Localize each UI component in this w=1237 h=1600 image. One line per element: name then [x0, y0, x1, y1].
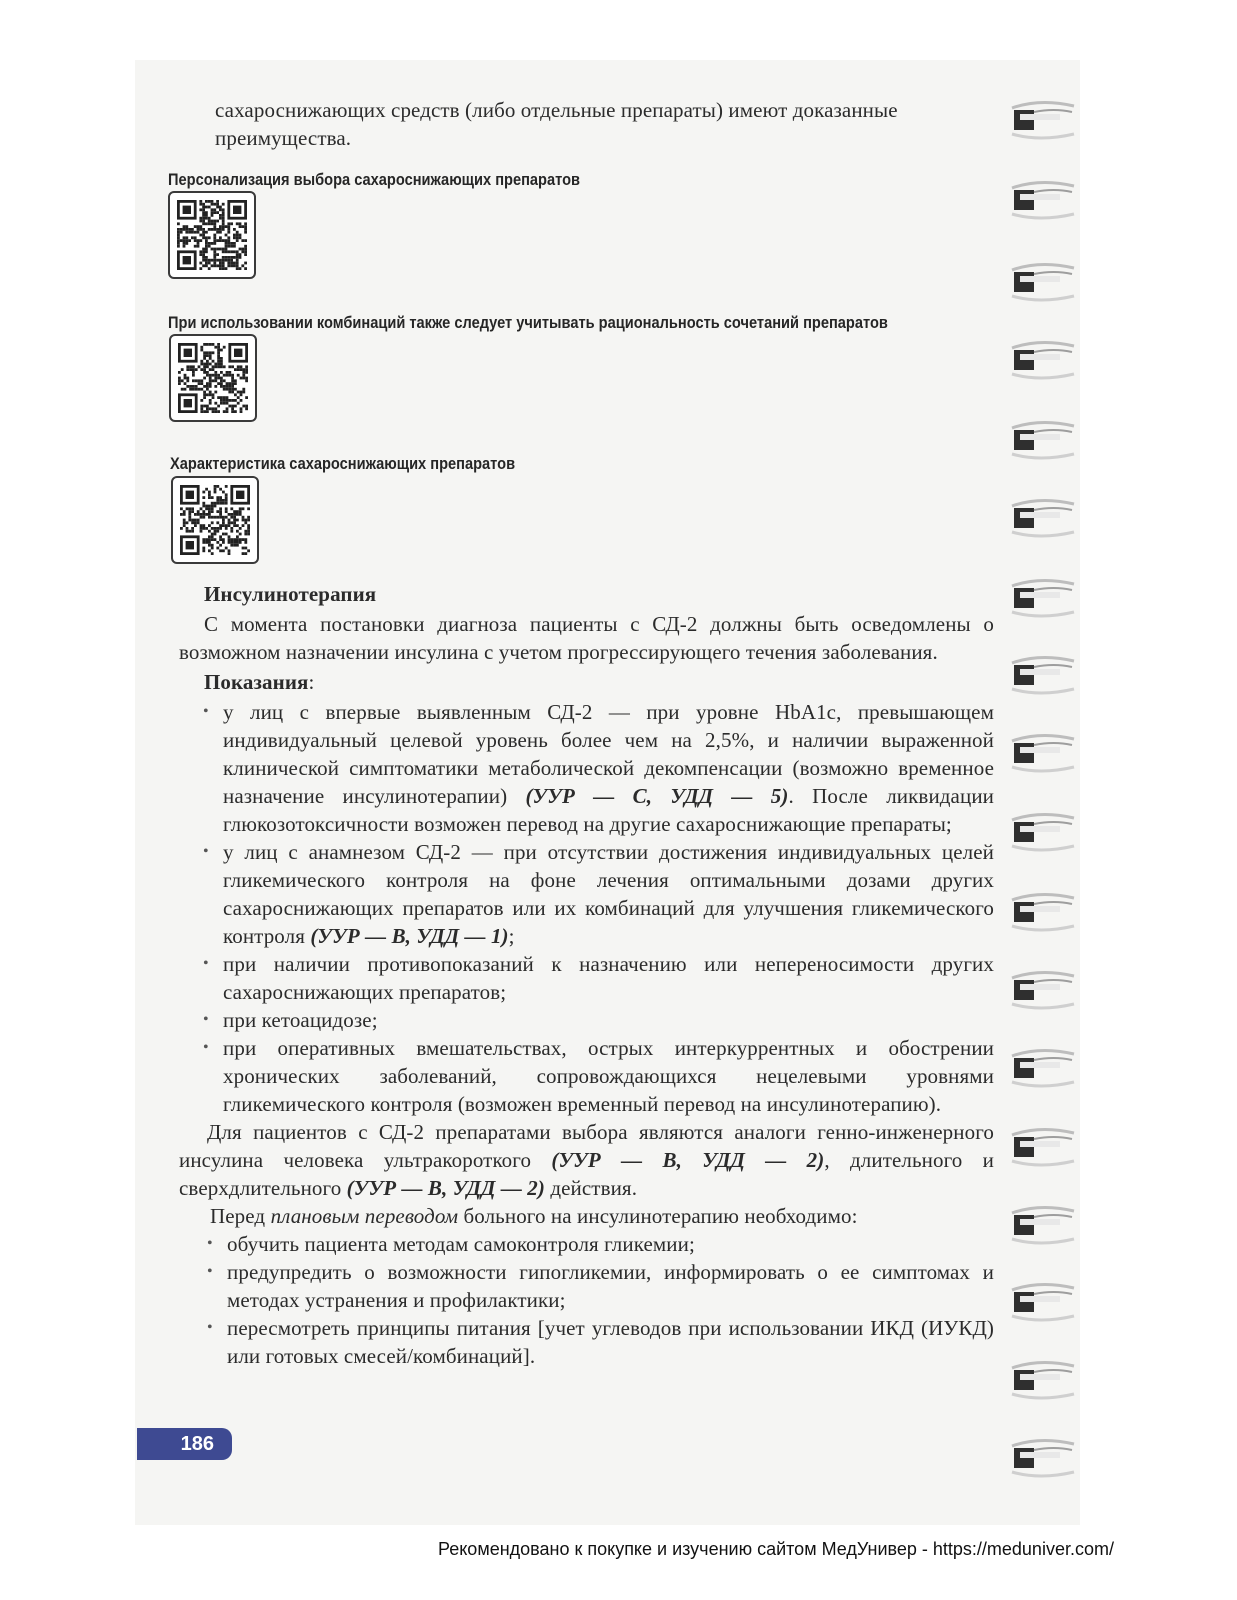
qr-code-personalization[interactable] — [168, 191, 256, 279]
binding-ring — [1010, 1205, 1076, 1245]
binding-ring — [1010, 1360, 1076, 1400]
binding-ring — [1010, 733, 1076, 773]
list-item: • пересмотреть принципы питания [учет углеводов при использовании ИКД (ИУКД) или готовых смесей/комбинаций]. — [205, 1314, 994, 1370]
qr-heading-characteristics: Характеристика сахароснижающих препаратов — [170, 454, 516, 473]
list-item: • при наличии противопоказаний к назначению или непереносимости других сахароснижающих препаратов; — [201, 950, 994, 1006]
insulin-intro: С момента постановки диагноза пациенты с СД-2 должны быть осведомлены о возможном назначении инсулина с учетом прогрессирующего течения заболевания. — [179, 612, 994, 664]
insulin-title: Инсулинотерапия — [204, 582, 377, 606]
indications-label: Показания — [204, 670, 309, 694]
binding-ring — [1010, 100, 1076, 140]
indications-heading: Показания: — [204, 670, 315, 694]
binding-ring — [1010, 812, 1076, 852]
binding-ring — [1010, 892, 1076, 932]
list-item: • у лиц с анамнезом СД-2 — при отсутствии достижения индивидуальных целей гликемического контроля на фоне лечения оптимальными дозами других сахароснижающих препаратов или их комбинаций для улучшения гликемического контроля (УУР — В, УДД — 1); — [201, 838, 994, 950]
qr-code-characteristics[interactable] — [171, 476, 259, 564]
qr-icon — [180, 485, 250, 555]
binding-ring — [1010, 1048, 1076, 1088]
list-item: • предупредить о возможности гипогликемии, информировать о ее симптомах и методах устранения и профилактики; — [205, 1258, 994, 1314]
binding-ring — [1010, 1438, 1076, 1478]
qr-heading-combinations: При использовании комбинаций также следует учитывать рациональность сочетаний препаратов — [168, 313, 888, 332]
transfer-paragraph: Перед плановым переводом больного на инсулинотерапию необходимо: — [210, 1204, 858, 1228]
insulin-choice-paragraph: Для пациентов с СД-2 препаратами выбора являются аналоги генно-инженерного инсулина человека ультракороткого (УУР — В, УДД — 2), длительного и сверхдлительного (УУР — В, УДД — 2) действия. — [179, 1120, 995, 1200]
binding-ring — [1010, 970, 1076, 1010]
qr-icon — [178, 343, 248, 413]
binding-ring — [1010, 655, 1076, 695]
list-item: • при оперативных вмешательствах, острых интеркуррентных и обострении хронических заболеваний, сопровождающихся нецелевыми уровнями гликемического контроля (возможен временный перевод на инсулинотерапию). — [201, 1034, 994, 1118]
binding-ring — [1010, 420, 1076, 460]
binding-ring — [1010, 340, 1076, 380]
intro-text: сахароснижающих средств (либо отдельные препараты) имеют доказанные преимущества. — [215, 98, 898, 150]
qr-icon — [177, 200, 247, 270]
binding-ring — [1010, 578, 1076, 618]
qr-heading-personalization: Персонализация выбора сахароснижающих препаратов — [168, 170, 581, 189]
binding-ring — [1010, 180, 1076, 220]
list-item: • у лиц с впервые выявленным СД-2 — при уровне HbA1c, превышающем индивидуальный целевой уровень более чем на 2,5%, и наличии выраженной клинической симптоматики метаболической декомпенсации (возможно временное назначение инсулинотерапии) (УУР — С, УДД — 5). После ликвидации глюкозотоксичности возможен перевод на другие сахароснижающие препараты; — [201, 698, 994, 838]
insulin-section — [179, 580, 994, 1370]
binding-ring — [1010, 262, 1076, 302]
footer-recommendation[interactable]: Рекомендовано к покупке и изучению сайтом МедУнивер - https://meduniver.com/ — [438, 1539, 1114, 1559]
indications-list — [201, 698, 994, 1118]
qr-code-combinations[interactable] — [169, 334, 257, 422]
binding-ring — [1010, 1282, 1076, 1322]
transfer-list — [205, 1230, 994, 1370]
list-item: • обучить пациента методам самоконтроля гликемии; — [205, 1230, 994, 1258]
intro-paragraph — [215, 96, 995, 152]
binding-ring — [1010, 498, 1076, 538]
binding-ring — [1010, 1127, 1076, 1167]
page-number: 186 — [137, 1428, 232, 1460]
list-item: • при кетоацидозе; — [201, 1006, 994, 1034]
